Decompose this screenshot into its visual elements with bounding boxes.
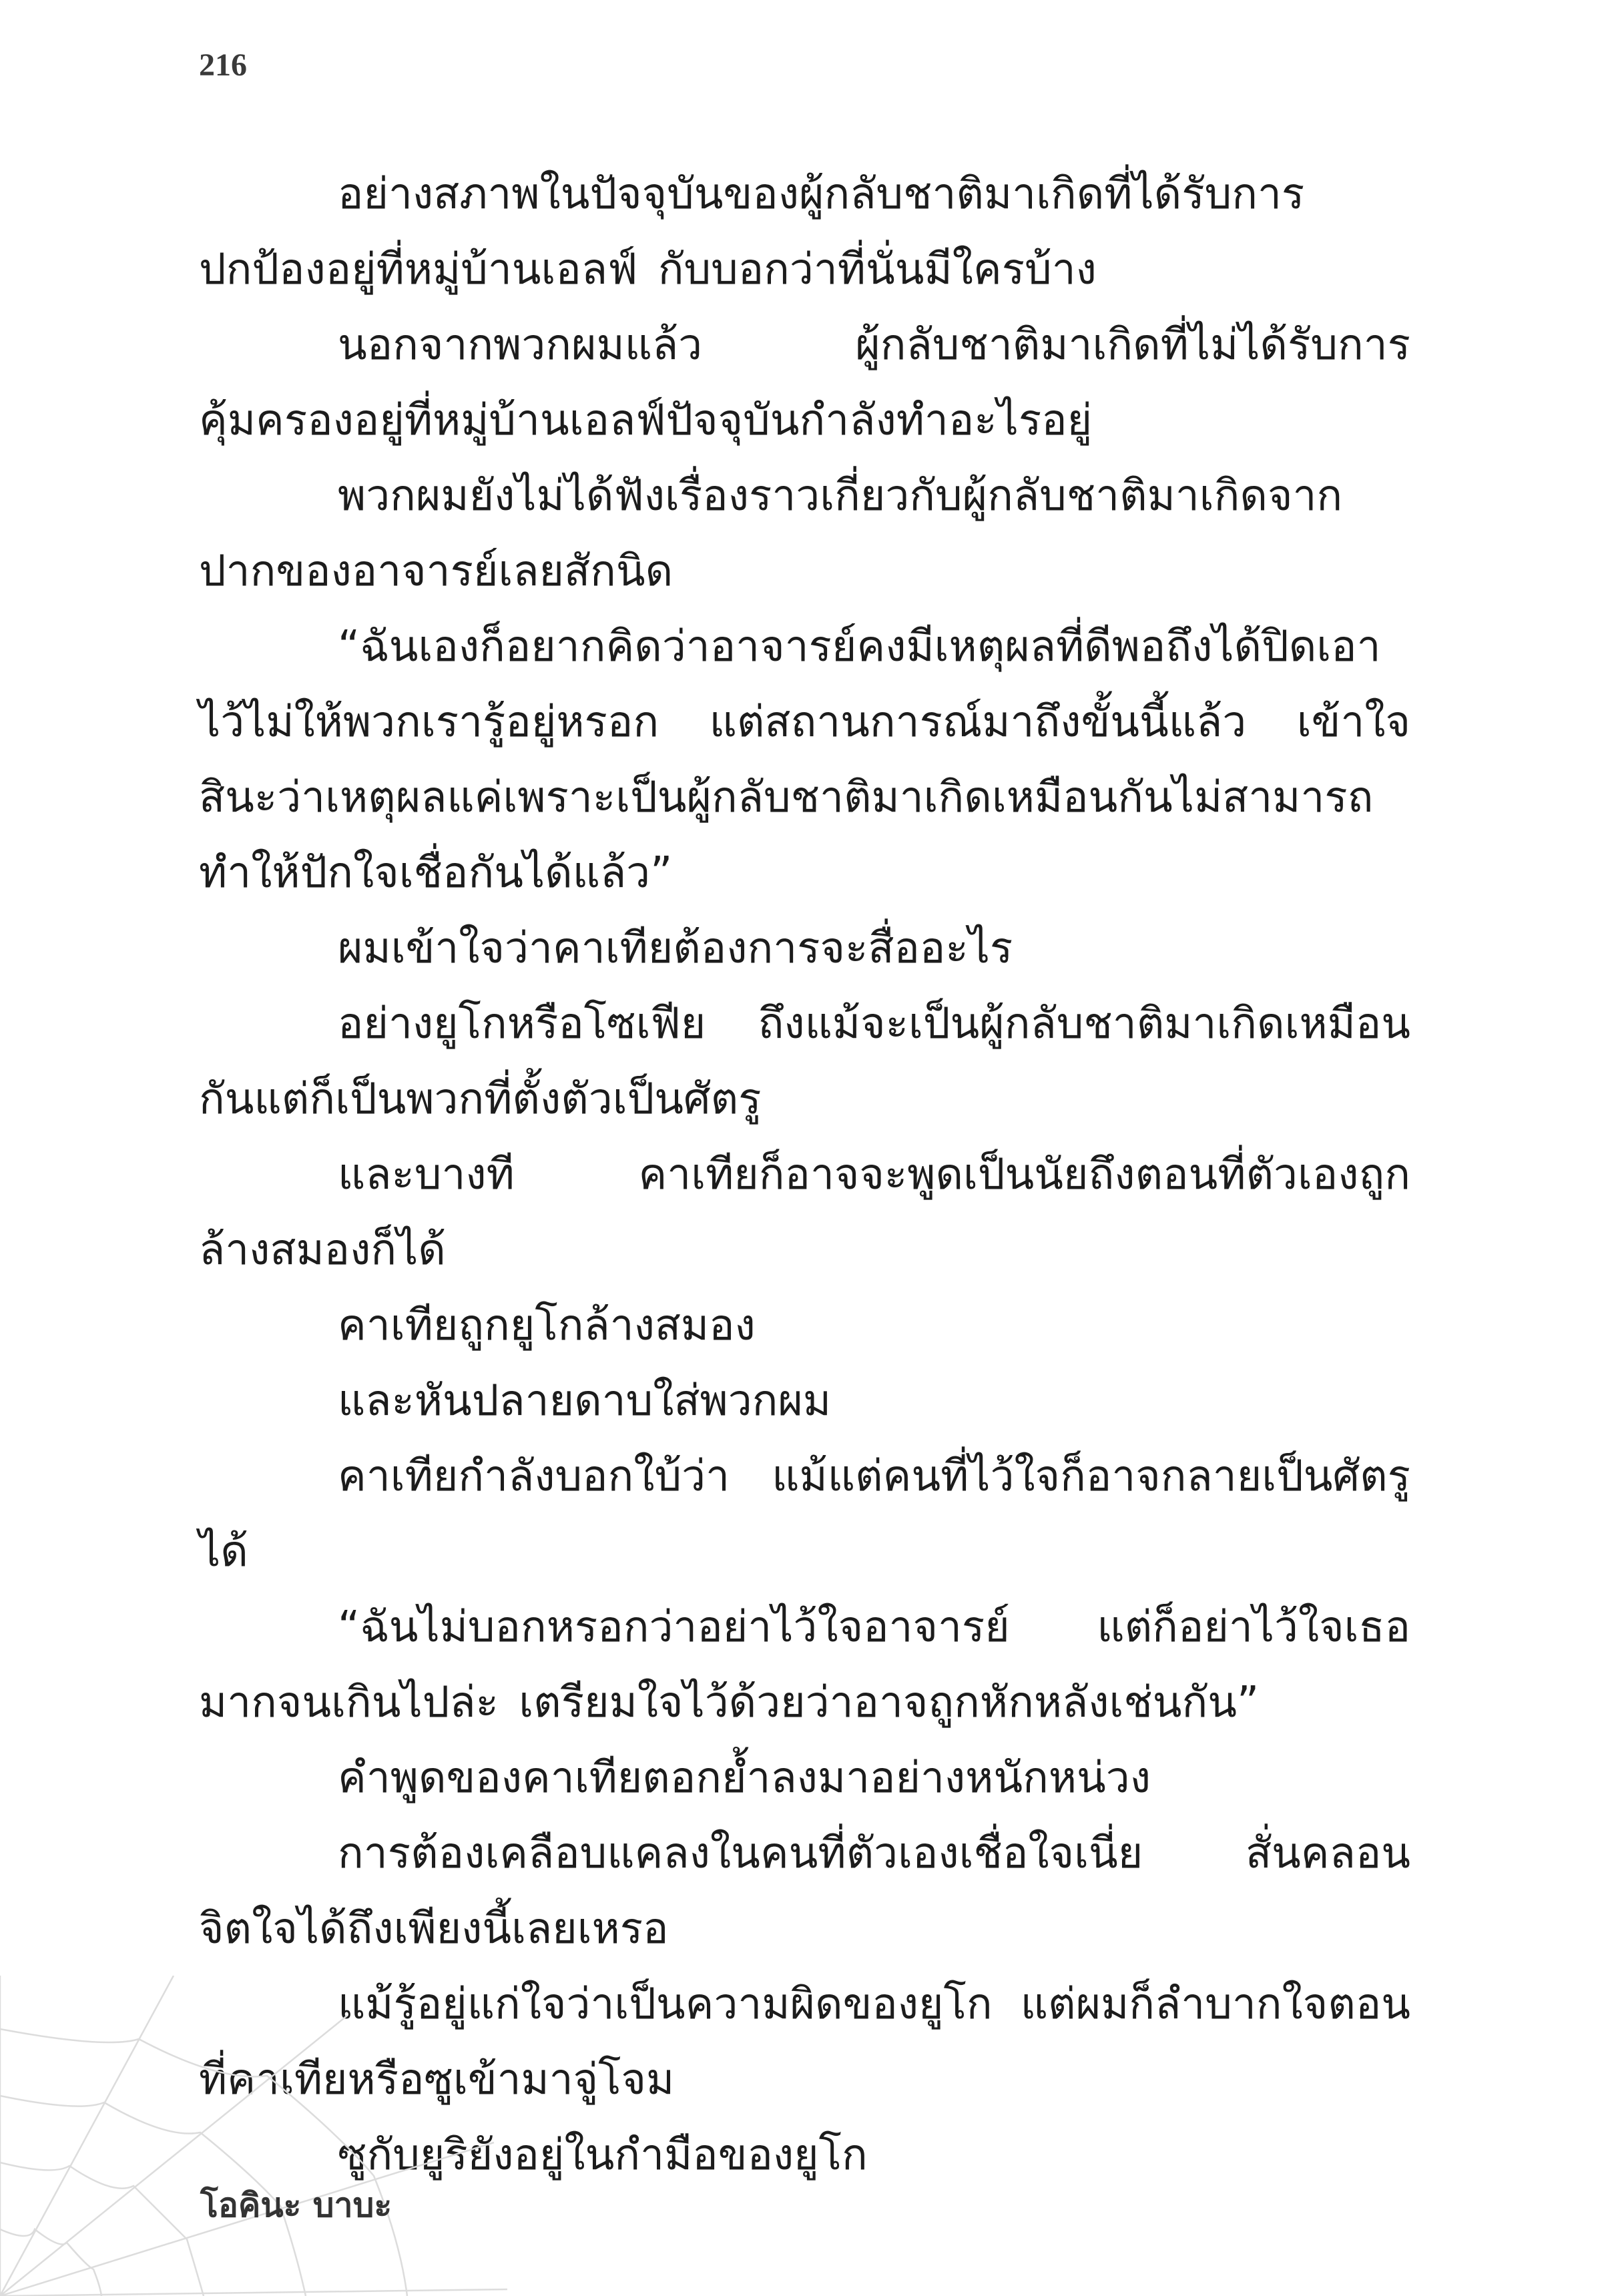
paragraph: อย่างยูโกหรือโซเฟีย ถึงแม้จะเป็นผู้กลับชาติมาเกิดเหมือนกันแต่ก็เป็นพวกที่ตั้งตัวเป็นศัตรู bbox=[199, 999, 1410, 1124]
paragraph: พวกผมยังไม่ได้ฟังเรื่องราวเกี่ยวกับผู้กลับชาติมาเกิดจากปากของอาจารย์เลยสักนิด bbox=[199, 471, 1343, 596]
paragraph: คาเทียกำลังบอกใบ้ว่า แม้แต่คนที่ไว้ใจก็อาจกลายเป็นศัตรูได้ bbox=[199, 1452, 1410, 1576]
paragraph: การต้องเคลือบแคลงในคนที่ตัวเองเชื่อใจเนี่ย สั่นคลอนจิตใจได้ถึงเพียงนี้เลยเหรอ bbox=[199, 1829, 1410, 1954]
paragraph: “ฉันเองก็อยากคิดว่าอาจารย์คงมีเหตุผลที่ดีพอถึงได้ปิดเอาไว้ไม่ให้พวกเรารู้อยู่หรอก แต่สถานการณ์มาถึงขั้นนี้แล้ว เข้าใจสินะว่าเหตุผลแค่เพราะเป็นผู้กลับชาติมาเกิดเหมือนกันไม่สามารถทำให้ปักใจเชื่อกันได้แล้ว” bbox=[199, 622, 1410, 898]
paragraph: และหันปลายดาบใส่พวกผม bbox=[338, 1376, 832, 1426]
body-text bbox=[199, 157, 1410, 2193]
paragraph: แม้รู้อยู่แก่ใจว่าเป็นความผิดของยูโก แต่ผมก็ลำบากใจตอนที่คาเทียหรือซูเข้ามาจู่โจม bbox=[199, 1980, 1410, 2104]
paragraph: และบางที คาเทียก็อาจจะพูดเป็นนัยถึงตอนที่ตัวเองถูกล้างสมองก็ได้ bbox=[199, 1150, 1410, 1275]
page-number: 216 bbox=[199, 47, 247, 83]
paragraph: ซูกับยูริยังอยู่ในกำมือของยูโก bbox=[338, 2130, 868, 2180]
footer-book-title: โอคินะ บาบะ bbox=[200, 2186, 392, 2225]
paragraph: คาเทียถูกยูโกล้างสมอง bbox=[338, 1301, 756, 1350]
paragraph: อย่างสภาพในปัจจุบันของผู้กลับชาติมาเกิดที่ได้รับการปกป้องอยู่ที่หมู่บ้านเอลฟ์ กับบอกว่าที่นั่นมีใครบ้าง bbox=[199, 170, 1305, 294]
paragraph: ผมเข้าใจว่าคาเทียต้องการจะสื่ออะไร bbox=[338, 924, 1013, 973]
paragraph: นอกจากพวกผมแล้ว ผู้กลับชาติมาเกิดที่ไม่ได้รับการคุ้มครองอยู่ที่หมู่บ้านเอลฟ์ปัจจุบันกำลังทำอะไรอยู่ bbox=[199, 320, 1410, 445]
paragraph: คำพูดของคาเทียตอกย้ำลงมาอย่างหนักหน่วง bbox=[338, 1753, 1151, 1803]
paragraph: “ฉันไม่บอกหรอกว่าอย่าไว้ใจอาจารย์ แต่ก็อย่าไว้ใจเธอมากจนเกินไปล่ะ เตรียมใจไว้ด้วยว่าอาจถูกหักหลังเช่นกัน” bbox=[199, 1603, 1410, 1727]
